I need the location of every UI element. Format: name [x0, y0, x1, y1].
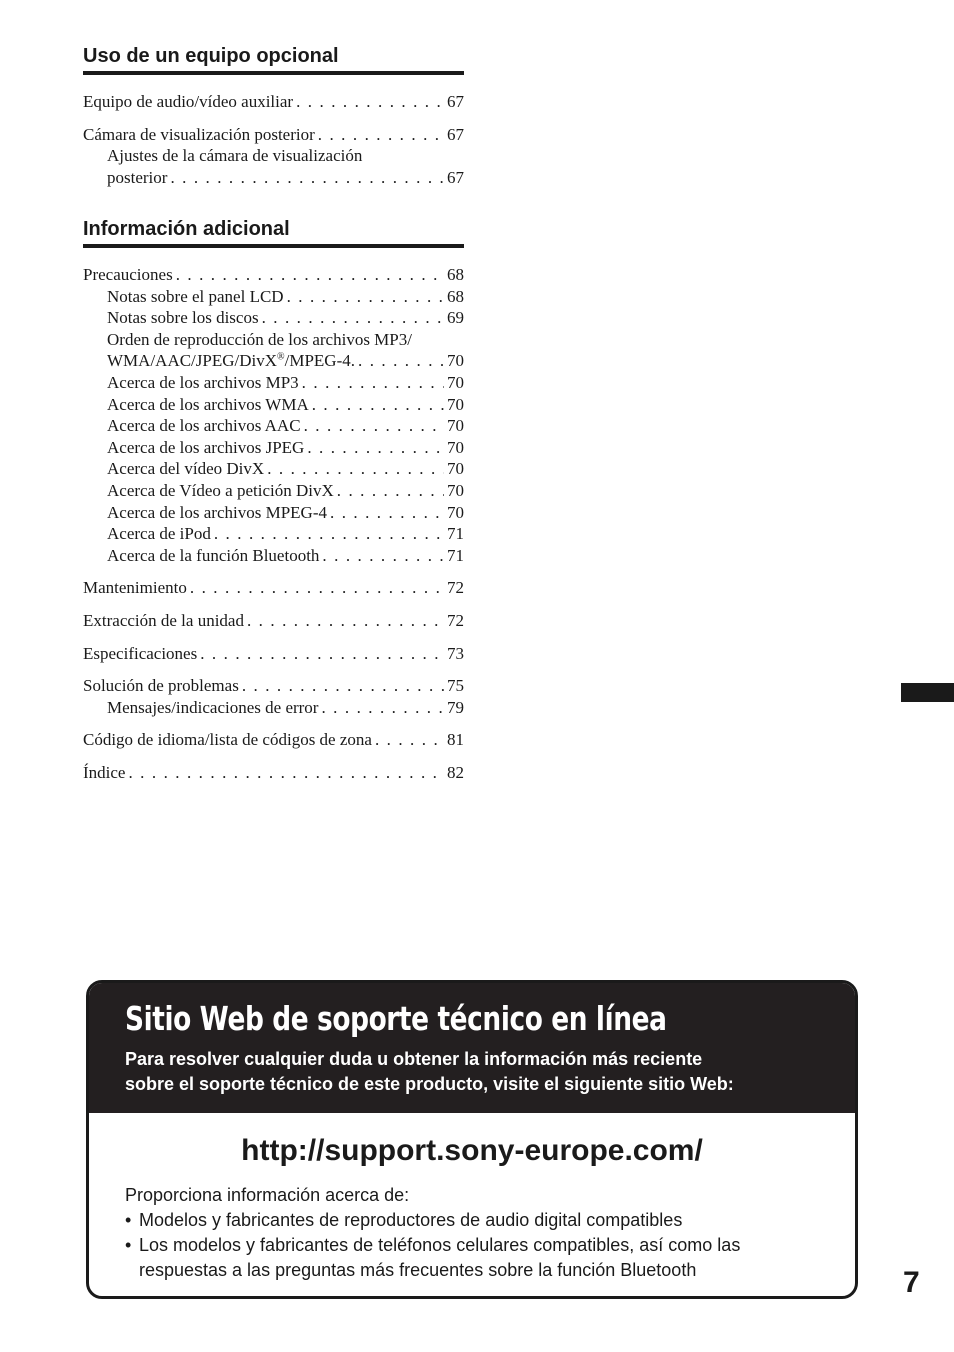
toc-entry-title: Notas sobre los discos — [107, 308, 259, 328]
toc-entry-title: Código de idioma/lista de códigos de zona — [83, 730, 372, 750]
toc-page-number: 79 — [447, 697, 464, 717]
page-number: 7 — [903, 1266, 920, 1299]
toc-line[interactable] — [83, 523, 464, 545]
toc-page-number: 72 — [447, 578, 464, 598]
toc-entry-title: Acerca de Vídeo a petición DivX — [107, 480, 334, 500]
toc-page-number: 68 — [447, 265, 464, 284]
toc-line[interactable] — [83, 91, 464, 113]
toc-entry-title: Acerca de los archivos MPEG-4 — [107, 502, 327, 522]
toc-entry-title: Acerca de los archivos AAC — [107, 416, 301, 436]
toc-entry-title: Orden de reproducción de los archivos MP3/ — [107, 329, 412, 349]
toc-entry — [83, 762, 464, 784]
support-website-box — [86, 980, 858, 1299]
toc-page-number: 70 — [447, 437, 464, 457]
toc-line[interactable] — [83, 643, 464, 665]
toc-page-number: 81 — [447, 730, 464, 750]
leader-dots — [322, 545, 444, 567]
toc-line[interactable] — [83, 545, 464, 567]
toc-line[interactable] — [83, 124, 464, 146]
toc-page-number: 72 — [447, 610, 464, 630]
toc-entry-title: Precauciones — [83, 265, 173, 284]
toc-entry-title: Acerca del vídeo DivX — [107, 459, 265, 479]
toc-page-number: 70 — [447, 480, 464, 500]
toc-line[interactable] — [83, 264, 464, 286]
toc-line[interactable] — [83, 329, 464, 351]
toc-line[interactable] — [83, 480, 464, 502]
toc-page-number: 82 — [447, 762, 464, 782]
toc-entry-title: Solución de problemas — [83, 676, 239, 696]
toc-entry-title: Acerca de la función Bluetooth — [107, 545, 320, 565]
toc-line[interactable] — [83, 762, 464, 784]
list-item — [125, 1208, 855, 1233]
toc-entry — [83, 729, 464, 751]
leader-dots — [170, 167, 444, 189]
toc-page-number: 70 — [447, 416, 464, 436]
leader-dots — [304, 415, 444, 437]
toc-entry-title: Equipo de audio/vídeo auxiliar — [83, 92, 294, 111]
toc-entry-title-part: /MPEG-4. — [284, 351, 355, 371]
toc-entry — [83, 675, 464, 718]
toc-entry — [83, 124, 464, 189]
toc-entry-title: Extracción de la unidad — [83, 610, 244, 630]
toc-line[interactable] — [83, 145, 464, 167]
toc-page-number: 67 — [447, 124, 464, 144]
toc-page-number: 70 — [447, 459, 464, 479]
leader-dots — [200, 643, 444, 665]
leader-dots — [321, 697, 444, 719]
leader-dots — [176, 264, 444, 286]
toc-page-number: 71 — [447, 524, 464, 544]
leader-dots — [330, 502, 444, 524]
toc-line[interactable] — [83, 415, 464, 437]
toc-entry-title: Acerca de iPod — [107, 524, 211, 544]
toc-line[interactable] — [83, 350, 464, 372]
leader-dots — [190, 577, 444, 599]
support-info-list — [89, 1169, 855, 1283]
leader-dots — [128, 762, 444, 784]
leader-dots — [242, 675, 444, 697]
toc-entry-title: Acerca de los archivos MP3 — [107, 372, 299, 392]
toc-page-number: 67 — [447, 167, 464, 187]
support-url-link[interactable]: http://support.sony-europe.com/ — [241, 1134, 703, 1167]
toc-entry — [83, 264, 464, 566]
list-item — [125, 1233, 855, 1283]
toc-line[interactable] — [83, 577, 464, 599]
toc-entry-title: Ajustes de la cámara de visualización — [107, 146, 363, 166]
bullet-icon: • — [125, 1235, 132, 1255]
toc-page-number: 70 — [447, 351, 464, 371]
support-title: Sitio Web de soporte técnico en línea — [125, 999, 667, 1038]
toc-entry-title: Acerca de los archivos WMA — [107, 394, 309, 414]
toc-line[interactable] — [83, 675, 464, 697]
toc-entry-title: Notas sobre el panel LCD — [107, 286, 284, 306]
toc-page-number: 70 — [447, 394, 464, 414]
leader-dots — [337, 480, 444, 502]
toc-entry-title: Especificaciones — [83, 643, 198, 663]
toc-line[interactable] — [83, 437, 464, 459]
leader-dots — [262, 307, 444, 329]
toc-page-number: 70 — [447, 372, 464, 392]
toc-line[interactable] — [83, 372, 464, 394]
leader-dots — [247, 610, 444, 632]
leader-dots — [267, 458, 444, 480]
toc-page-number: 75 — [447, 676, 464, 696]
toc-line[interactable] — [83, 286, 464, 308]
support-box-header — [89, 983, 855, 1113]
leader-dots — [302, 372, 444, 394]
toc-page-number: 68 — [447, 286, 464, 306]
section-heading: Información adicional — [83, 218, 464, 248]
toc-entry — [83, 610, 464, 632]
support-intro: Proporciona información acerca de: — [125, 1185, 410, 1205]
toc-line[interactable] — [83, 502, 464, 524]
toc-entry-title: Mensajes/indicaciones de error — [107, 697, 319, 717]
toc-page-number: 67 — [447, 92, 464, 111]
toc-entry — [83, 91, 464, 113]
leader-dots — [214, 523, 444, 545]
toc-line[interactable] — [83, 167, 464, 189]
toc-page-number: 73 — [447, 643, 464, 663]
list-item-text — [139, 1208, 682, 1233]
leader-dots — [287, 286, 444, 308]
toc-line[interactable] — [83, 458, 464, 480]
toc-line[interactable] — [83, 307, 464, 329]
toc-line[interactable] — [83, 697, 464, 719]
toc-entry-title: Índice — [83, 762, 126, 782]
list-item-line: Modelos y fabricantes de reproductores de audio digital compatibles — [139, 1210, 683, 1230]
leader-dots — [312, 394, 444, 416]
support-subtitle-line: Para resolver cualquier duda u obtener la información más reciente — [125, 1049, 703, 1069]
toc-entry-title: Cámara de visualización posterior — [83, 124, 315, 144]
toc-entry-title — [107, 350, 355, 372]
toc-entry-title: Mantenimiento — [83, 578, 187, 598]
toc-section-optional-equipment — [83, 45, 464, 188]
toc-page-number: 69 — [447, 308, 464, 328]
toc-line[interactable] — [83, 394, 464, 416]
bullet-icon: • — [125, 1210, 132, 1230]
section-tab-marker — [901, 683, 954, 702]
support-subtitle-line: sobre el soporte técnico de este producto, visite el siguiente sitio Web: — [125, 1074, 734, 1094]
toc-section-additional-info — [83, 218, 464, 783]
list-item-text — [139, 1233, 740, 1283]
list-item-line: Los modelos y fabricantes de teléfonos celulares compatibles, así como las — [139, 1235, 741, 1255]
toc-line[interactable] — [83, 729, 464, 751]
toc-entry — [83, 643, 464, 665]
toc-page-number: 70 — [447, 502, 464, 522]
leader-dots — [358, 350, 444, 372]
toc-entry-title: Acerca de los archivos JPEG — [107, 437, 305, 457]
list-item-line: respuestas a las preguntas más frecuentes sobre la función Bluetooth — [139, 1260, 697, 1280]
toc-line[interactable] — [83, 610, 464, 632]
section-heading: Uso de un equipo opcional — [83, 45, 464, 75]
toc-page-number: 71 — [447, 545, 464, 565]
leader-dots — [307, 437, 444, 459]
support-subtitle — [125, 1047, 855, 1097]
toc-entry — [83, 577, 464, 599]
leader-dots — [296, 91, 444, 113]
toc-entry-title-part: WMA/AAC/JPEG/DivX — [107, 351, 278, 371]
registered-mark: ® — [277, 351, 285, 363]
leader-dots — [375, 729, 444, 751]
toc-entry-title: posterior — [107, 167, 168, 187]
leader-dots — [318, 124, 444, 146]
